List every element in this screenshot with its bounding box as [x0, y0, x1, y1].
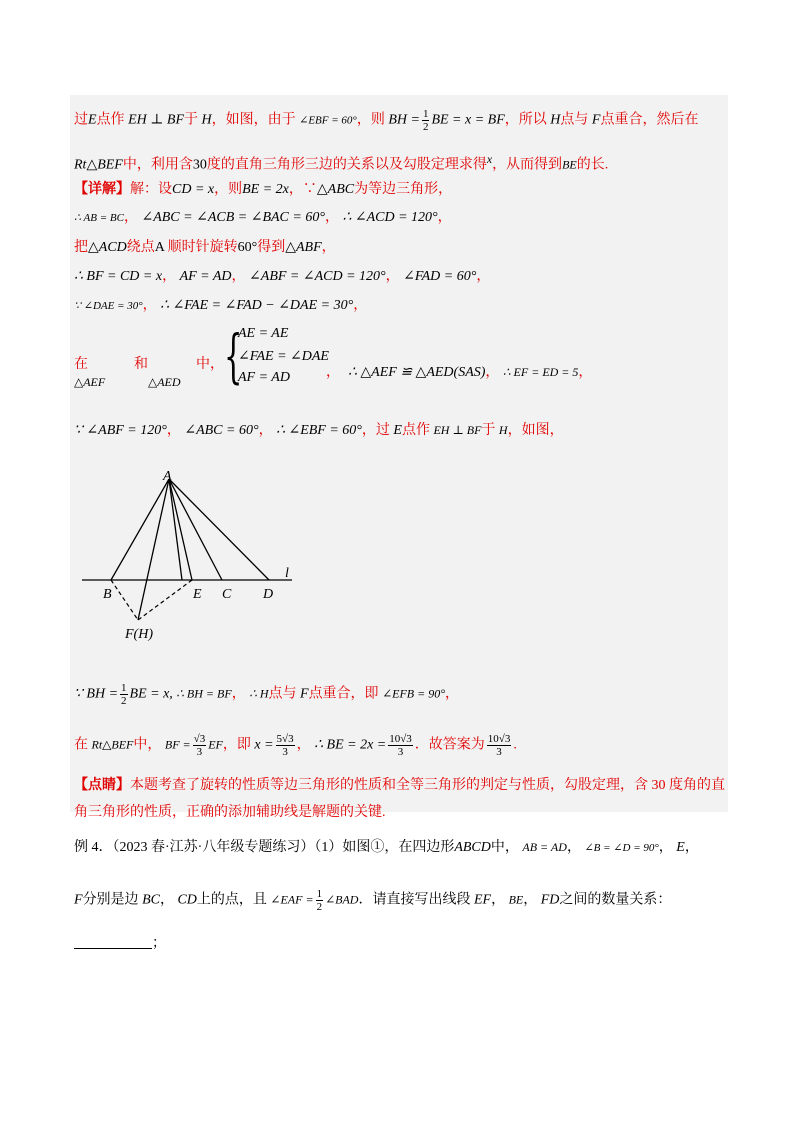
system-line-3: AF = AD: [238, 370, 290, 385]
segment-AD: [169, 479, 269, 580]
solution-line-9: ∵ ∠ABF = 120°， ∠ABC = 60°， ∴ ∠EBF = 60°，过 E点作 EH ⊥ BF于 H，如图，: [74, 423, 564, 438]
solution-line-11: 在 Rt△BEF中， BF = $\frac{√3}{3}$ EF，即 x = $\frac{5√3}{3}$ ， ∴ BE = 2x = $\frac{10√3}{3}$ ．故答案为 $\frac{10√3}{3}$ .: [74, 733, 517, 758]
label-C: C: [222, 587, 232, 602]
solution-line-8-tri1: △AEF: [74, 375, 106, 389]
solution-line-8-right: ， ∴ △AEF ≌ △AED(SAS)， ∴ EF = ED = 5，: [326, 365, 593, 380]
solution-line-2: Rt△BEF中，利用含30度的直角三角形三边的关系以及勾股定理求得$^x$，从而得到BE的长.: [74, 153, 609, 173]
segment-BF-dashed: [111, 580, 138, 620]
label-B: B: [103, 587, 112, 602]
solution-line-7: ∵ ∠DAE = 30°， ∴ ∠FAE = ∠FAD − ∠DAE = 30°，: [74, 298, 368, 313]
label-l: l: [285, 566, 289, 581]
solution-line-13: 角三角形的性质，正确的添加辅助线是解题的关键.: [74, 805, 386, 820]
solution-line-8-tri2: △AED: [148, 375, 181, 389]
answer-blank[interactable]: [74, 948, 152, 949]
answer-semicolon: ；: [152, 936, 166, 951]
solution-line-8-and: 和: [134, 357, 148, 372]
solution-line-8-left: 在: [74, 357, 88, 372]
solution-line-6: ∴ BF = CD = x， AF = AD， ∠ABF = ∠ACD = 120°， ∠FAD = 60°，: [74, 269, 491, 284]
label-E: E: [193, 587, 202, 602]
label-D: D: [263, 587, 274, 602]
geometry-figure: [70, 470, 310, 650]
example-line-2: F分别是边 BC， CD上的点，且 ∠EAF = $\frac{1}{2}$ ∠BAD．请直接写出线段 EF， BE， FD之间的数量关系：: [74, 888, 672, 913]
system-line-2: ∠FAE = ∠DAE: [238, 349, 329, 364]
system-brace: {: [224, 322, 243, 390]
solution-line-12: 【点睛】本题考查了旋转的性质等边三角形的性质和全等三角形的判定与性质，勾股定理，含 30 度角的直: [74, 778, 725, 793]
solution-line-4: ∴ AB = BC， ∠ABC = ∠ACB = ∠BAC = 60°， ∴ ∠ACD = 120°，: [74, 210, 452, 225]
system-line-1: AE = AE: [238, 326, 289, 341]
solution-line-5: 把△ACD绕点A 顺时针旋转60°得到△ABF，: [74, 240, 336, 255]
example-line-1: 例 4．（2023 春·江苏·八年级专题练习）（1）如图①，在四边形ABCD中， AB = AD， ∠B = ∠D = 90°， E，: [74, 840, 699, 855]
solution-line-3: 【详解】解：设CD = x，则BE = 2x，∵△ABC为等边三角形，: [74, 182, 453, 197]
segment-AB: [111, 479, 169, 580]
segment-AC: [169, 479, 222, 580]
solution-line-1: 过E点作 EH ⊥ BF于 H，如图，由于 ∠EBF = 60°，则 BH = $\frac{1}{2}$ BE = x = BF，所以 H点与 F点重合，然后在: [74, 108, 699, 133]
segment-AF: [138, 479, 169, 620]
label-F: F(H): [125, 627, 153, 642]
label-A: A: [163, 470, 172, 484]
solution-line-10: ∵ BH = $\frac{1}{2}$ BE = x, ∴ BH = BF， ∴ H点与 F点重合，即 ∠EFB = 90°，: [74, 682, 460, 707]
solution-line-8-zhong: 中，: [196, 357, 224, 372]
